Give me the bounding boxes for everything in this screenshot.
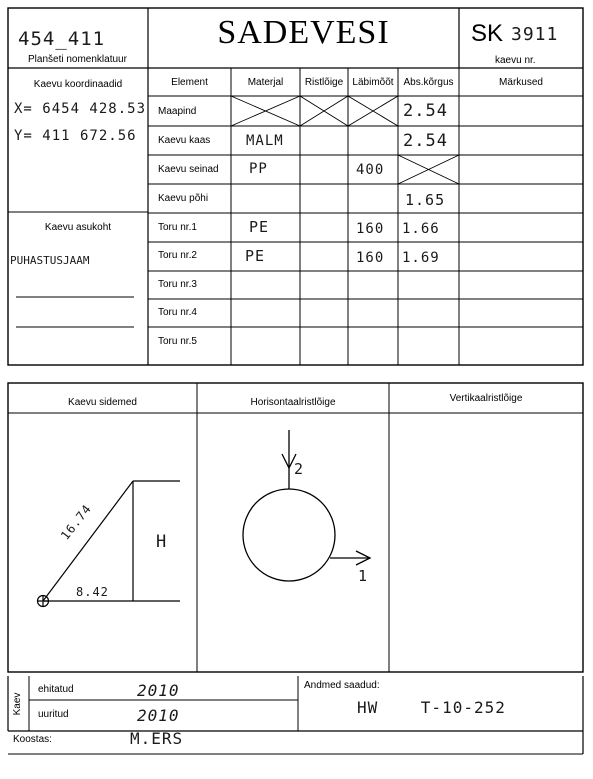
row-element: Kaevu seinad [158, 164, 219, 175]
row-element: Maapind [158, 106, 197, 117]
row-element: Kaevu kaas [158, 135, 211, 146]
horizontal-section-label: Horisontaalristlõige [250, 397, 336, 408]
tie-marker: H [156, 532, 168, 552]
ties-label: Kaevu sidemed [68, 397, 137, 408]
author-label: Koostas: [13, 734, 52, 745]
vertical-section-label: Vertikaalristlõige [449, 393, 523, 404]
row-element: Kaevu põhi [158, 193, 209, 204]
col-header-diameter: Läbimõõt [352, 77, 394, 88]
row-abs-height: 1.66 [402, 221, 440, 237]
col-header-section: Ristlõige [304, 77, 344, 88]
surveyed-value: 2010 [137, 706, 180, 725]
row-element: Toru nr.2 [158, 250, 197, 261]
author-value: M.ERS [130, 729, 184, 748]
row-element: Toru nr.3 [158, 279, 197, 290]
data-source-value: HW T-10-252 [357, 698, 506, 717]
drawing-panel [0, 380, 593, 680]
row-abs-height: 1.65 [405, 191, 446, 209]
tie-distance-1: 16.74 [58, 501, 95, 543]
tie-distance-2: 8.42 [76, 585, 109, 599]
row-material: MALM [246, 133, 284, 149]
surveyed-label: uuritud [38, 709, 69, 720]
horizontal-section-sketch [243, 430, 370, 581]
col-header-notes: Märkused [499, 77, 543, 88]
footer-grid [0, 676, 593, 779]
location-value: PUHASTUSJAAM [10, 254, 90, 267]
pipe-out-number: 1 [358, 567, 369, 585]
coordinates-label: Kaevu koordinaadid [33, 79, 123, 90]
row-element: Toru nr.4 [158, 307, 197, 318]
col-header-element: Element [171, 77, 208, 88]
built-value: 2010 [137, 681, 180, 700]
row-diameter: 400 [356, 162, 385, 178]
row-diameter: 160 [356, 221, 385, 237]
well-label: kaevu nr. [495, 55, 536, 66]
row-element: Toru nr.5 [158, 336, 197, 347]
nomenclature-label: Planšeti nomenklatuur [28, 54, 127, 65]
location-label: Kaevu asukoht [44, 222, 112, 233]
col-header-abs-height: Abs.kõrgus [403, 77, 454, 88]
well-prefix: SK [471, 20, 504, 47]
well-number: 3911 [511, 24, 559, 45]
row-material: PE [249, 218, 270, 236]
nomenclature-value: 454_411 [18, 28, 106, 50]
row-element: Toru nr.1 [158, 222, 197, 233]
row-material: PP [249, 161, 268, 177]
well-side-label: Kaev [12, 692, 23, 716]
row-abs-height: 1.69 [402, 250, 440, 266]
row-material: PE [245, 247, 266, 265]
row-abs-height: 2.54 [403, 131, 448, 151]
row-abs-height: 2.54 [403, 101, 448, 121]
data-source-label: Andmed saadud: [304, 680, 380, 691]
pipe-in-number: 2 [294, 460, 305, 478]
coordinate-y: Y= 411 672.56 [14, 128, 137, 144]
row-diameter: 160 [356, 250, 385, 266]
col-header-material: Materjal [247, 77, 284, 88]
form-title: SADEVESI [217, 14, 390, 51]
well-circle [243, 489, 335, 581]
built-label: ehitatud [38, 684, 74, 695]
coordinate-x: X= 6454 428.53 [14, 101, 147, 117]
